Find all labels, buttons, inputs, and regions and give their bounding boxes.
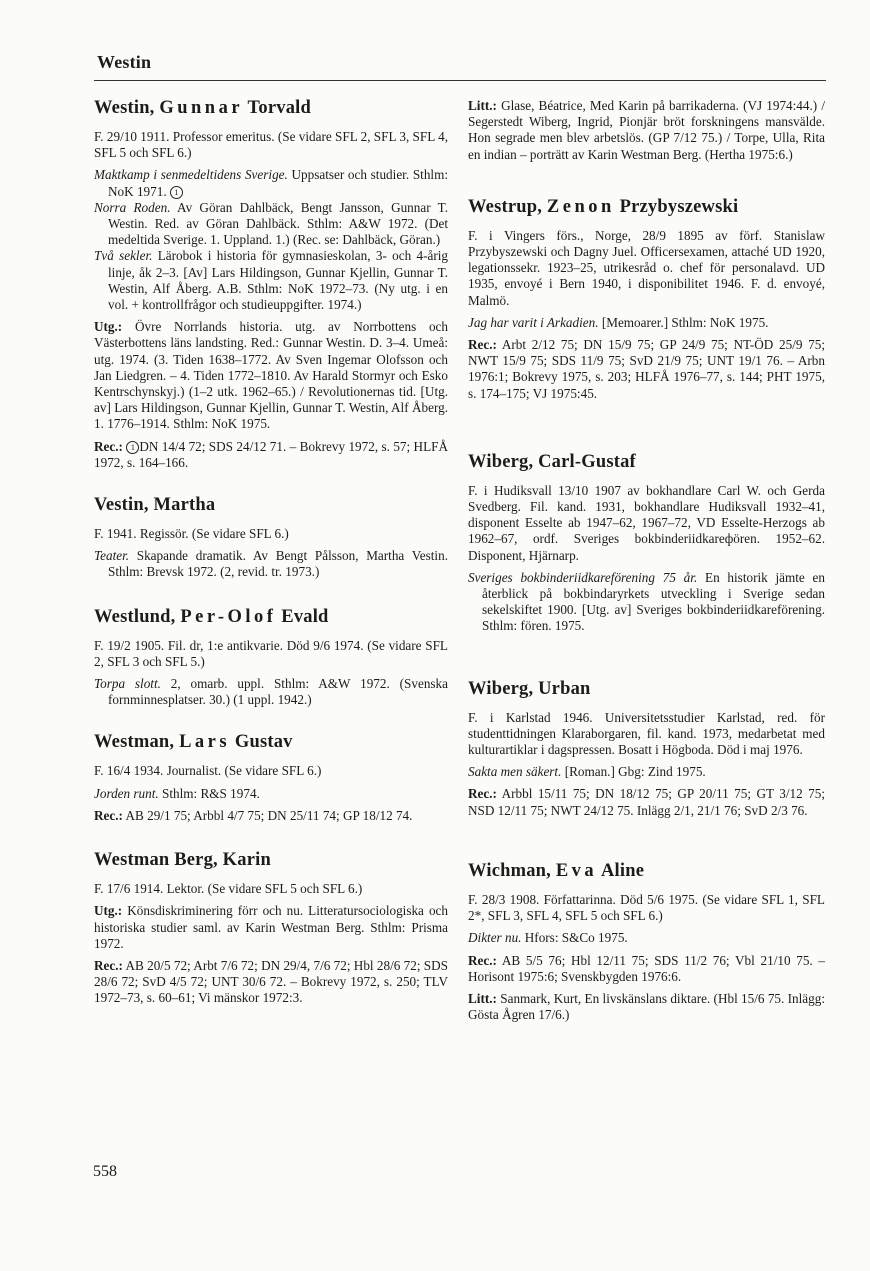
header-rule (94, 80, 826, 81)
entry-name: Wichman, Eva Aline (468, 860, 645, 881)
running-head: Westin (97, 52, 152, 72)
circled-mark: 1 (126, 441, 139, 454)
entry-name: Westman, Lars Gustav (94, 732, 293, 753)
entry-wiberg-urban (468, 679, 825, 819)
work-item: Dikter nu. Hfors: S&Co 1975. (468, 930, 628, 946)
entry-westin-gunnar (94, 98, 448, 471)
entry-westlund (94, 607, 448, 709)
entry-wichman (468, 861, 825, 1023)
entry-bio: F. 29/10 1911. Professor emeritus. (Se vidare SFL 2, SFL 3, SFL 4, SFL 5 och SFL 6.) (94, 129, 448, 161)
entry-name: Vestin, Martha (94, 495, 216, 516)
work-item: Torpa slott. 2, omarb. uppl. Sthlm: A&W 1972. (Svenska fornminnesplatser. 30.) (1 uppl. 1942.) (94, 676, 448, 708)
entry-name: Westlund, Per-Olof Evald (94, 606, 329, 627)
entry-wiberg-carl-gustaf (468, 452, 825, 635)
entry-bio: F. 1941. Regissör. (Se vidare SFL 6.) (94, 526, 289, 542)
circled-mark: 1 (170, 186, 183, 199)
work-item: Två sekler. Lärobok i historia för gymnasieskolan, 3- och 4-årig linje, åk 2–3. [Av] Lars Hildingson, Gunnar Kjellin, Gunnar T. Westin, Alf Åberg. A.B. Sthlm: NoK 1972–73. (Ny utg. i en vol. + kontrollfrågor och studieuppgifter. 1974.) (94, 248, 448, 313)
work-item: Jag har varit i Arkadien. [Memoarer.] Sthlm: NoK 1975. (468, 314, 769, 330)
rec-line: Rec.: 1 DN 14/4 72; SDS 24/12 71. – Bokrevy 1972, s. 57; HLFÅ 1972, s. 164–166. (94, 438, 448, 470)
entry-bio: F. i Karlstad 1946. Universitetsstudier Karlstad, red. för studenttidningen Klaraborgaren, fil. kand. 1973, medarbetat med kulturartiklar i dagspressen. Bosatt i Högboda. Död i maj 1976. (468, 709, 825, 758)
utg-line: Utg.: Övre Norrlands historia. utg. av Norrbottens och Västerbottens läns landsting. Red.: Gunnar Westin. D. 3–4. Umeå: utg. 1974. (3. Tiden 1638–1772. Av Sven Ingemar Olofsson och Jan Liedgren. – 4. Tiden 1772–1810. Av Harald Stormyr och Esko Kentrschynskyj.) (1–2 utk. 1962–65.) / Revolutionernas tid. [Utg. av] Lars Hildingson, Gunnar Kjellin, Gunnar T. Westin, Alf Åberg. 1. 1776–1914. Sthlm: NoK 1975. (94, 319, 448, 432)
work-item: Sveriges bokbinderiidkareförening 75 år. En historik jämte en återblick på bokbindaryrkets utveckling i Sverige sedan sekelskiftet 1900. [Utg. av] Sveriges bokbinderiidkareförening. Sthlm: fören. 1975. (468, 569, 825, 634)
litt-line: Litt.: Glase, Béatrice, Med Karin på barrikaderna. (VJ 1974:44.) / Segerstedt Wiberg, Ingrid, Pionjär bröt forskningens mansvälde. Hon segrade men blev arbetslös. (GP 7/12 75.) / Torpe, Ulla, Rita en indian – porträtt av Karin Westman Berg. (Hertha 1975:6.) (468, 98, 825, 162)
work-item: Jorden runt. Sthlm: R&S 1974. (94, 785, 260, 801)
entry-bio: F. 19/2 1905. Fil. dr, 1:e antikvarie. Död 9/6 1974. (Se vidare SFL 2, SFL 3 och SFL 5.) (94, 637, 448, 669)
entry-bio: F. 17/6 1914. Lektor. (Se vidare SFL 5 och SFL 6.) (94, 881, 363, 897)
entry-name: Westrup, Zenon Przybyszewski (468, 196, 739, 217)
rec-line: Rec.: Arbbl 15/11 75; DN 18/12 75; GP 20/11 75; GT 3/12 75; NSD 12/11 75; NWT 24/12 75. Inlägg 2/1, 21/1 76; SvD 2/3 76. (468, 786, 825, 818)
entry-bio: F. 16/4 1934. Journalist. (Se vidare SFL 6.) (94, 763, 322, 779)
utg-line: Utg.: Könsdiskriminering förr och nu. Litteratursociologiska och historiska studier saml. av Karin Westman Berg. Sthlm: Prisma 1972. (94, 903, 448, 951)
entry-westman-berg-continued (468, 98, 825, 163)
left-column (94, 98, 448, 1013)
page-number: 558 (93, 1163, 117, 1180)
work-item: Teater. Skapande dramatik. Av Bengt Pålsson, Martha Vestin. Sthlm: Brevsk 1972. (2, revid. tr. 1973.) (94, 548, 448, 580)
entry-westman-lars (94, 732, 448, 824)
entry-vestin-martha (94, 495, 448, 581)
entry-name: Wiberg, Urban (468, 678, 591, 699)
entry-name: Westin, Gunnar Torvald (94, 98, 311, 118)
work-item: Sakta men säkert. [Roman.] Gbg: Zind 1975. (468, 764, 706, 780)
rec-line: Rec.: Arbt 2/12 75; DN 15/9 75; GP 24/9 75; NT-ÖD 25/9 75; NWT 15/9 75; SDS 11/9 75; SvD 21/9 75; UNT 19/1 76. – Arbn 1976:1; Bokrevy 1975, s. 203; HLFÅ 1976–77, s. 144; PHT 1975, s. 174–175; VJ 1975:45. (468, 337, 825, 401)
entry-westman-berg (94, 850, 448, 1006)
work-item: Norra Roden. Av Göran Dahlbäck, Bengt Jansson, Gunnar T. Westin. Red. av Göran Dahlbäck. Sthlm: A&W 1972. (Det medeltida Sverige. 1. Uppland. 1.) (Rec. se: Dahlbäck, Göran.) (94, 199, 449, 248)
entry-bio: F. i Vingers förs., Norge, 28/9 1895 av förf. Stanislaw Przybyszewski och Dagny Juel. Officersexamen, attaché UD 1920, legationssekr. 1923–25, utrikesråd o. chef för personalavd. UD 1935, envoyé i Bern 1940, i disponibilitet 1946. F. d. envoyé, Malmö. (468, 227, 825, 308)
entry-westrup (468, 197, 825, 402)
rec-line: Rec.: AB 20/5 72; Arbt 7/6 72; DN 29/4, 7/6 72; Hbl 28/6 72; SDS 28/6 72; SvD 4/5 72; UNT 30/6 72. – Bokrevy 1972, s. 250; TLV 1972–73, s. 60–61; Vi mänskor 1972:3. (94, 957, 448, 1006)
work-item: Maktkamp i senmedeltidens Sverige. Uppsatser och studier. Sthlm: NoK 1971. 1 (94, 167, 448, 199)
entry-bio: F. i Hudiksvall 13/10 1907 av bokhandlare Carl W. och Gerda Svedberg. Fil. kand. 1931, bokhandlare Hudiksvall 1932–41, disponent Esselte ab 1947–62, 1967–72, VD Esselte-Herzogs ab 1962–67, ordf. Sveriges bokbinderiidkareфören. 1952–62. Disponent, Hjärnarp. (468, 482, 825, 563)
rec-line: Rec.: AB 29/1 75; Arbbl 4/7 75; DN 25/11 74; GP 18/12 74. (94, 807, 413, 823)
rec-line: Rec.: AB 5/5 76; Hbl 12/11 75; SDS 11/2 76; Vbl 21/10 75. – Horisont 1975:6; Svenskbygden 1976:6. (468, 952, 825, 984)
entry-bio: F. 28/3 1908. Författarinna. Död 5/6 1975. (Se vidare SFL 1, SFL 2*, SFL 3, SFL 4, SFL 5 och SFL 6.) (468, 891, 825, 924)
litt-line: Litt.: Sanmark, Kurt, En livskänslans diktare. (Hbl 15/6 75. Inlägg: Gösta Ågren 17/6.) (468, 990, 825, 1023)
right-column (468, 98, 825, 1029)
entry-name: Wiberg, Carl-Gustaf (468, 451, 636, 472)
entry-name: Westman Berg, Karin (94, 850, 271, 871)
